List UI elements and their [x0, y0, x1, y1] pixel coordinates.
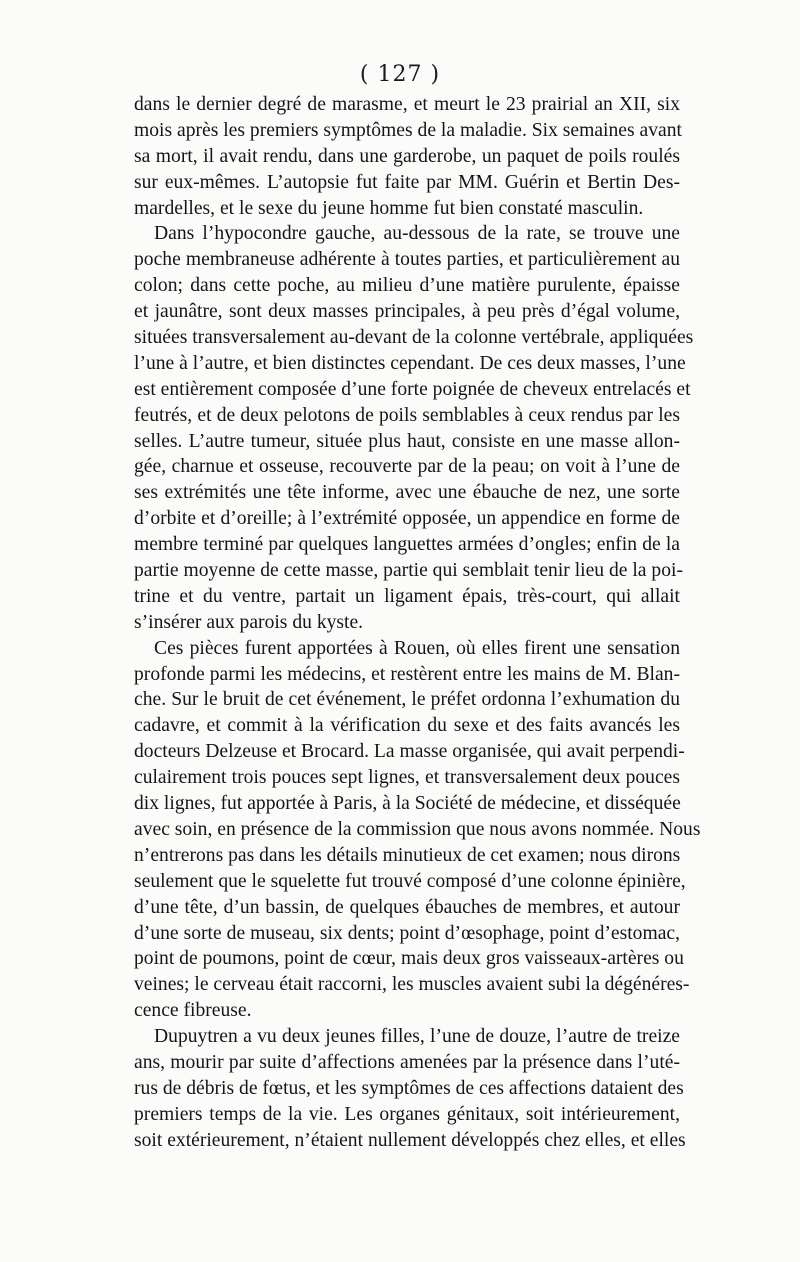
text-line: mardelles, et le sexe du jeune homme fut bien constaté masculin. [134, 197, 644, 219]
paragraph [134, 92, 680, 221]
text-line: et jaunâtre, sont deux masses principales, à peu près d’égal volume, [134, 301, 680, 323]
text-line: trine et du ventre, partait un ligament épais, très-court, qui allait [134, 585, 680, 607]
text-line: partie moyenne de cette masse, partie qui semblait tenir lieu de la poi- [134, 560, 683, 582]
text-line: d’une tête, d’un bassin, de quelques ébauches de membres, et autour [134, 896, 680, 918]
paragraph [134, 1024, 686, 1153]
text-line: veines; le cerveau était raccorni, les muscles avaient subi la dégénéres- [134, 974, 690, 996]
text-line: dix lignes, fut apportée à Paris, à la Société de médecine, et disséquée [134, 793, 681, 815]
text-line: selles. L’autre tumeur, située plus haut, consiste en une masse allon- [134, 430, 680, 452]
text-line: seulement que le squelette fut trouvé composé d’une colonne épinière, [134, 870, 686, 892]
text-line: Dans l’hypocondre gauche, au-dessous de la rate, se trouve une [154, 223, 680, 245]
text-line: che. Sur le bruit de cet événement, le préfet ordonna l’exhumation du [134, 689, 680, 711]
text-line: est entièrement composée d’une forte poignée de cheveux entrelacés et [134, 378, 691, 400]
text-line: sur eux-mêmes. L’autopsie fut faite par MM. Guérin et Bertin Des- [134, 171, 680, 193]
text-line: sa mort, il avait rendu, dans une garderobe, un paquet de poils roulés [134, 145, 680, 167]
text-line: d’une sorte de museau, six dents; point d’œsophage, point d’estomac, [134, 922, 680, 944]
text-line: situées transversalement au-devant de la colonne vertébrale, appliquées [134, 327, 694, 349]
text-line: docteurs Delzeuse et Brocard. La masse organisée, qui avait perpendi- [134, 741, 685, 763]
text-line: rus de débris de fœtus, et les symptômes de ces affections dataient des [134, 1077, 684, 1099]
text-line: ans, mourir par suite d’affections amenées par la présence dans l’uté- [134, 1051, 680, 1073]
paragraph [134, 221, 694, 635]
text-line: feutrés, et de deux pelotons de poils semblables à ceux rendus par les [134, 404, 680, 426]
text-line: dans le dernier degré de marasme, et meurt le 23 prairial an XII, six [134, 94, 680, 115]
text-line: colon; dans cette poche, au milieu d’une matière purulente, épaisse [134, 275, 680, 297]
text-line: culairement trois pouces sept lignes, et transversalement deux pouces [134, 767, 680, 789]
body-text [134, 92, 701, 1154]
text-line: n’entrerons pas dans les détails minutieux de cet examen; nous dirons [134, 844, 681, 866]
text-line: premiers temps de la vie. Les organes génitaux, soit intérieurement, [134, 1103, 680, 1125]
text-line: soit extérieurement, n’étaient nullement développés chez elles, et elles [134, 1129, 686, 1151]
text-line: ses extrémités une tête informe, avec une ébauche de nez, une sorte [134, 482, 680, 504]
page-number: ( 127 ) [359, 62, 441, 87]
text-line: membre terminé par quelques languettes armées d’ongles; enfin de la [134, 534, 680, 556]
text-line: l’une à l’autre, et bien distinctes cependant. De ces deux masses, l’une [134, 352, 686, 374]
text-line: avec soin, en présence de la commission que nous avons nommée. Nous [134, 818, 701, 840]
text-line: poche membraneuse adhérente à toutes parties, et particulièrement au [134, 249, 680, 271]
text-line: Dupuytren a vu deux jeunes filles, l’une de douze, l’autre de treize [154, 1026, 680, 1048]
text-line: cadavre, et commit à la vérification du sexe et des faits avancés les [134, 715, 680, 737]
paragraph [134, 636, 701, 1024]
text-line: point de poumons, point de cœur, mais deux gros vaisseaux-artères ou [134, 948, 684, 970]
text-line: d’orbite et d’oreille; à l’extrémité opposée, un appendice en forme de [134, 508, 680, 530]
text-line: cence fibreuse. [134, 1000, 252, 1022]
text-line: Ces pièces furent apportées à Rouen, où elles firent une sensation [154, 637, 680, 659]
text-line: gée, charnue et osseuse, recouverte par de la peau; on voit à l’une de [134, 456, 680, 478]
text-line: profonde parmi les médecins, et restèrent entre les mains de M. Blan- [134, 663, 680, 685]
text-line: mois après les premiers symptômes de la maladie. Six semaines avant [134, 119, 682, 141]
text-line: s’insérer aux parois du kyste. [134, 611, 364, 633]
